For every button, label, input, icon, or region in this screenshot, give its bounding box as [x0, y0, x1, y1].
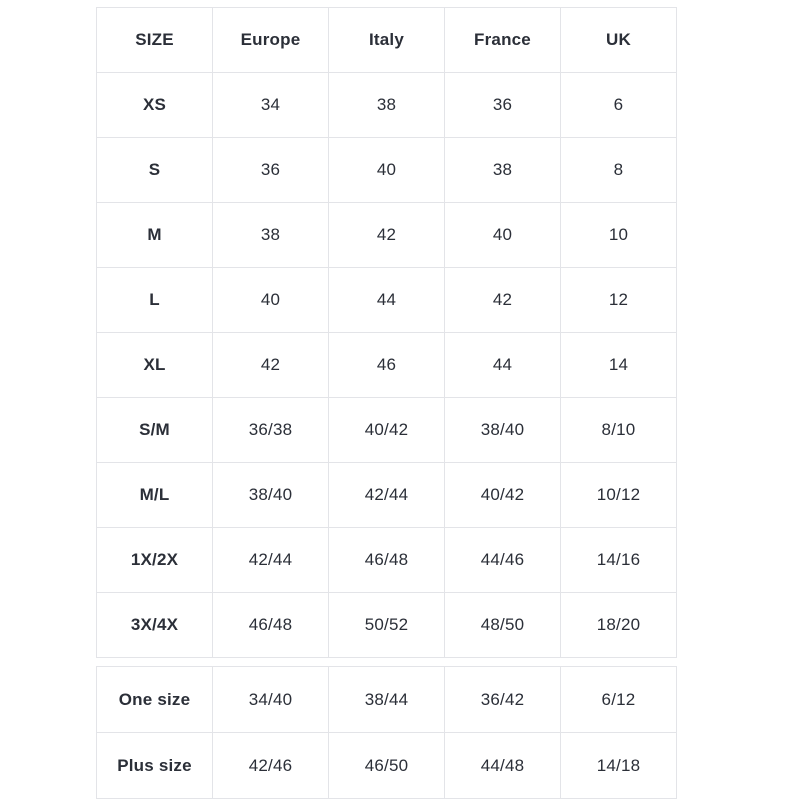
table-row [97, 667, 677, 733]
table-row [97, 333, 677, 398]
cell-france: 36 [445, 73, 561, 138]
cell-europe: 36 [213, 138, 329, 203]
row-label: 3X/4X [97, 593, 213, 658]
size-conversion-table [96, 7, 677, 658]
cell-europe: 36/38 [213, 398, 329, 463]
cell-france: 44/46 [445, 528, 561, 593]
table-row [97, 398, 677, 463]
row-label: L [97, 268, 213, 333]
cell-france: 44 [445, 333, 561, 398]
table-header-row [97, 8, 677, 73]
row-label: XS [97, 73, 213, 138]
cell-uk: 18/20 [561, 593, 677, 658]
cell-italy: 38 [329, 73, 445, 138]
table-row [97, 463, 677, 528]
row-label: M [97, 203, 213, 268]
cell-uk: 6 [561, 73, 677, 138]
table-row [97, 73, 677, 138]
cell-europe: 42 [213, 333, 329, 398]
cell-uk: 14/16 [561, 528, 677, 593]
table-row [97, 733, 677, 799]
cell-uk: 12 [561, 268, 677, 333]
row-label: Plus size [97, 733, 213, 799]
cell-europe: 38 [213, 203, 329, 268]
column-header-size: SIZE [97, 8, 213, 73]
table-row [97, 203, 677, 268]
cell-italy: 40 [329, 138, 445, 203]
cell-europe: 42/46 [213, 733, 329, 799]
table-row [97, 593, 677, 658]
cell-italy: 46 [329, 333, 445, 398]
cell-france: 38/40 [445, 398, 561, 463]
cell-france: 36/42 [445, 667, 561, 733]
row-label: S [97, 138, 213, 203]
table-row [97, 528, 677, 593]
cell-europe: 38/40 [213, 463, 329, 528]
cell-uk: 8 [561, 138, 677, 203]
cell-uk: 14 [561, 333, 677, 398]
row-label: XL [97, 333, 213, 398]
cell-italy: 42/44 [329, 463, 445, 528]
column-header-europe: Europe [213, 8, 329, 73]
cell-europe: 34/40 [213, 667, 329, 733]
row-label: M/L [97, 463, 213, 528]
one-size-plus-size-table [96, 666, 677, 799]
cell-uk: 10 [561, 203, 677, 268]
cell-italy: 46/48 [329, 528, 445, 593]
row-label: One size [97, 667, 213, 733]
cell-france: 44/48 [445, 733, 561, 799]
cell-europe: 34 [213, 73, 329, 138]
cell-uk: 6/12 [561, 667, 677, 733]
cell-europe: 40 [213, 268, 329, 333]
table-row [97, 268, 677, 333]
row-label: S/M [97, 398, 213, 463]
cell-italy: 40/42 [329, 398, 445, 463]
column-header-france: France [445, 8, 561, 73]
cell-italy: 44 [329, 268, 445, 333]
row-label: 1X/2X [97, 528, 213, 593]
cell-italy: 42 [329, 203, 445, 268]
cell-uk: 14/18 [561, 733, 677, 799]
cell-italy: 38/44 [329, 667, 445, 733]
cell-france: 40 [445, 203, 561, 268]
cell-italy: 50/52 [329, 593, 445, 658]
cell-france: 40/42 [445, 463, 561, 528]
cell-europe: 46/48 [213, 593, 329, 658]
column-header-italy: Italy [329, 8, 445, 73]
cell-france: 38 [445, 138, 561, 203]
column-header-uk: UK [561, 8, 677, 73]
cell-uk: 8/10 [561, 398, 677, 463]
cell-europe: 42/44 [213, 528, 329, 593]
table-row [97, 138, 677, 203]
cell-france: 42 [445, 268, 561, 333]
cell-uk: 10/12 [561, 463, 677, 528]
cell-italy: 46/50 [329, 733, 445, 799]
cell-france: 48/50 [445, 593, 561, 658]
